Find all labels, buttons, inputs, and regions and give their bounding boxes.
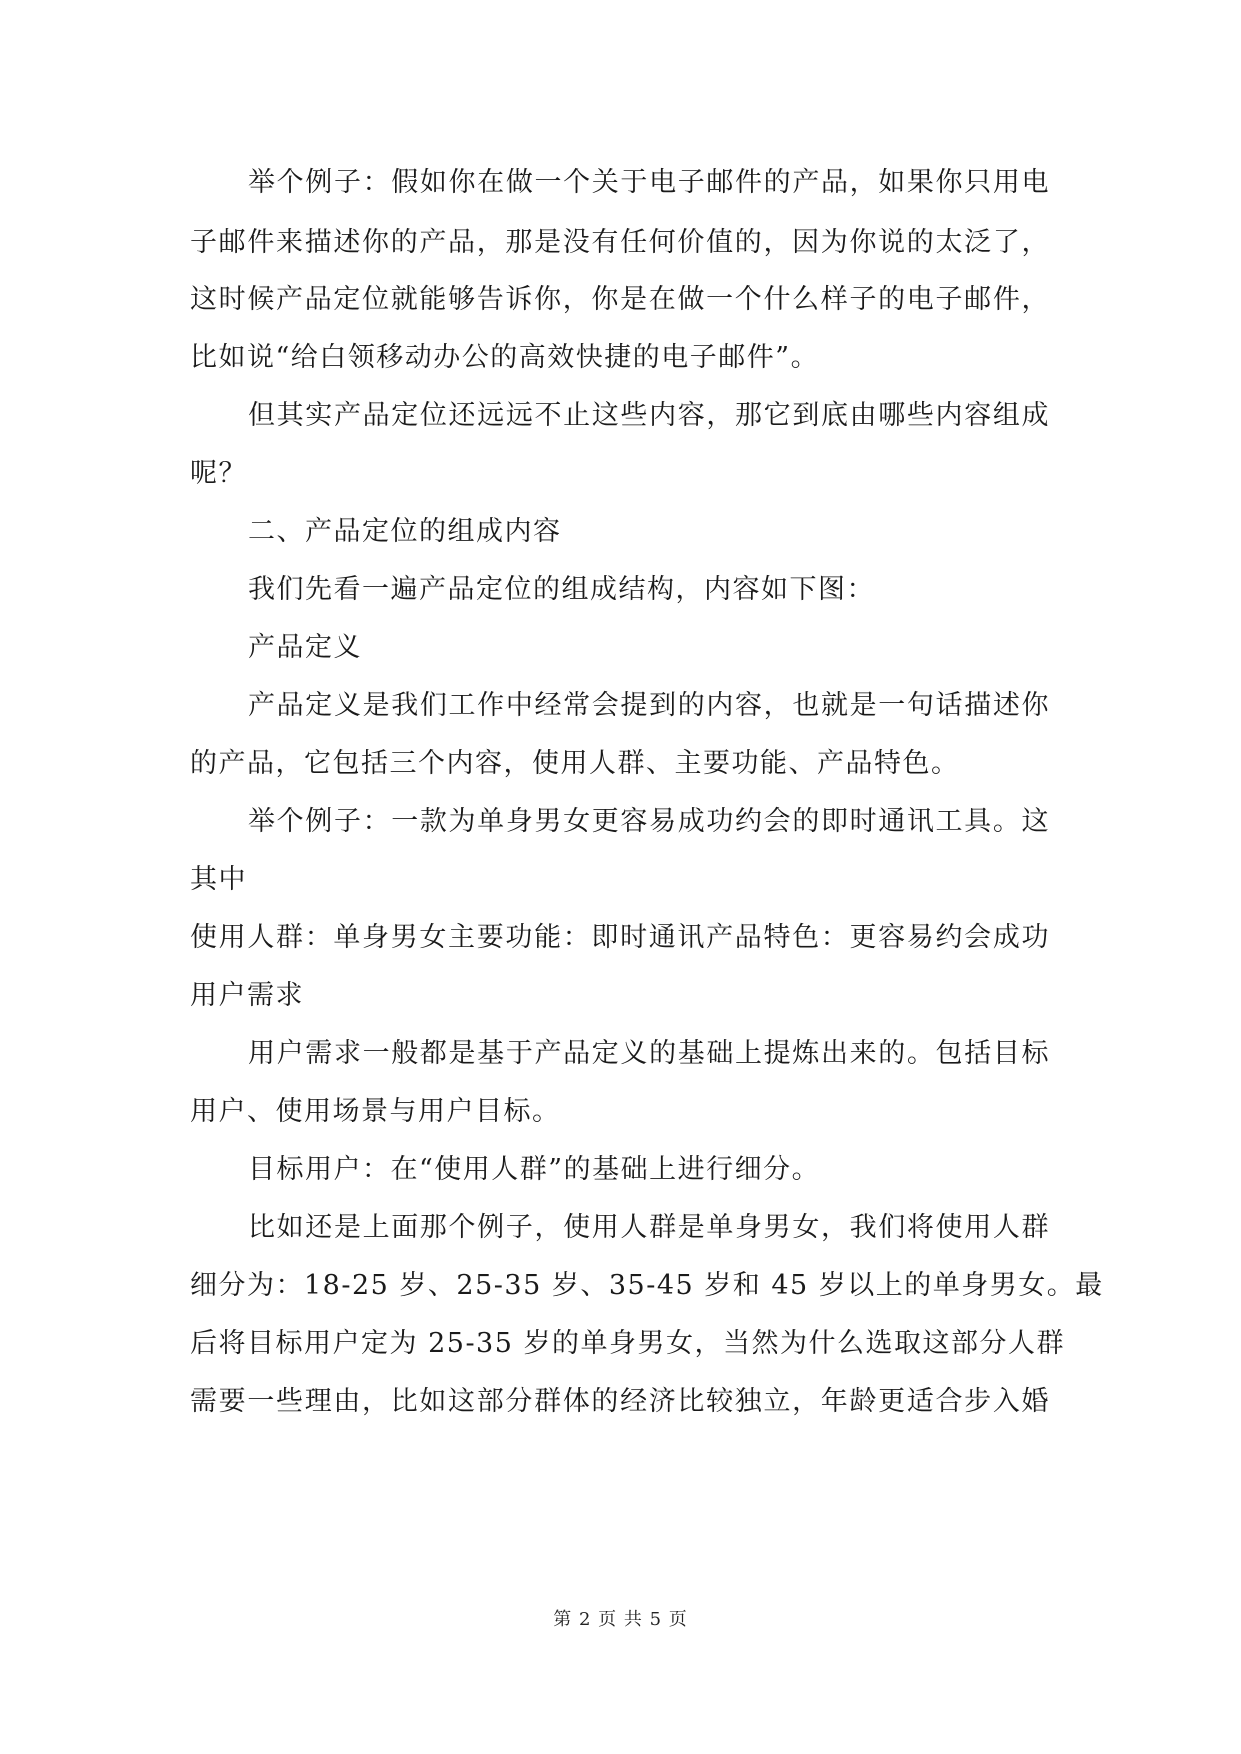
- paragraph-line: 呢？: [190, 458, 247, 489]
- paragraph-line: 使用人群：单身男女主要功能：即时通讯产品特色：更容易约会成功: [190, 922, 1050, 953]
- paragraph-line: 但其实产品定位还远远不止这些内容，那它到底由哪些内容组成: [248, 400, 1050, 431]
- subsection-heading: 用户需求: [190, 980, 304, 1011]
- paragraph-line: 后将目标用户定为 25-35 岁的单身男女，当然为什么选取这部分人群: [190, 1328, 1065, 1359]
- paragraph-line: 用户、使用场景与用户目标。: [190, 1096, 561, 1127]
- paragraph-line: 的产品，它包括三个内容，使用人群、主要功能、产品特色。: [190, 748, 960, 779]
- paragraph-line: 子邮件来描述你的产品，那是没有任何价值的，因为你说的太泛了，: [190, 227, 1050, 258]
- paragraph-line: 我们先看一遍产品定位的组成结构，内容如下图：: [248, 574, 875, 605]
- paragraph-line: 这时候产品定位就能够告诉你，你是在做一个什么样子的电子邮件，: [190, 284, 1050, 315]
- paragraph-line: 比如还是上面那个例子，使用人群是单身男女，我们将使用人群: [248, 1212, 1050, 1243]
- paragraph-line: 产品定义是我们工作中经常会提到的内容，也就是一句话描述你: [248, 690, 1050, 721]
- page-number-footer: 第 2 页 共 5 页: [553, 1609, 688, 1630]
- paragraph-line: 比如说“给白领移动办公的高效快捷的电子邮件”。: [190, 342, 820, 373]
- paragraph-line: 其中: [190, 864, 247, 895]
- paragraph-line: 举个例子：假如你在做一个关于电子邮件的产品，如果你只用电: [248, 167, 1050, 198]
- paragraph-line: 目标用户：在“使用人群”的基础上进行细分。: [248, 1154, 821, 1185]
- paragraph-line: 需要一些理由，比如这部分群体的经济比较独立，年龄更适合步入婚: [190, 1386, 1050, 1417]
- paragraph-line: 举个例子：一款为单身男女更容易成功约会的即时通讯工具。这: [248, 806, 1050, 837]
- paragraph-line: 细分为：18-25 岁、25-35 岁、35-45 岁和 45 岁以上的单身男女。最: [190, 1270, 1104, 1301]
- subsection-heading: 产品定义: [248, 632, 362, 663]
- paragraph-line: 用户需求一般都是基于产品定义的基础上提炼出来的。包括目标: [248, 1038, 1050, 1069]
- section-heading: 二、产品定位的组成内容: [248, 516, 562, 547]
